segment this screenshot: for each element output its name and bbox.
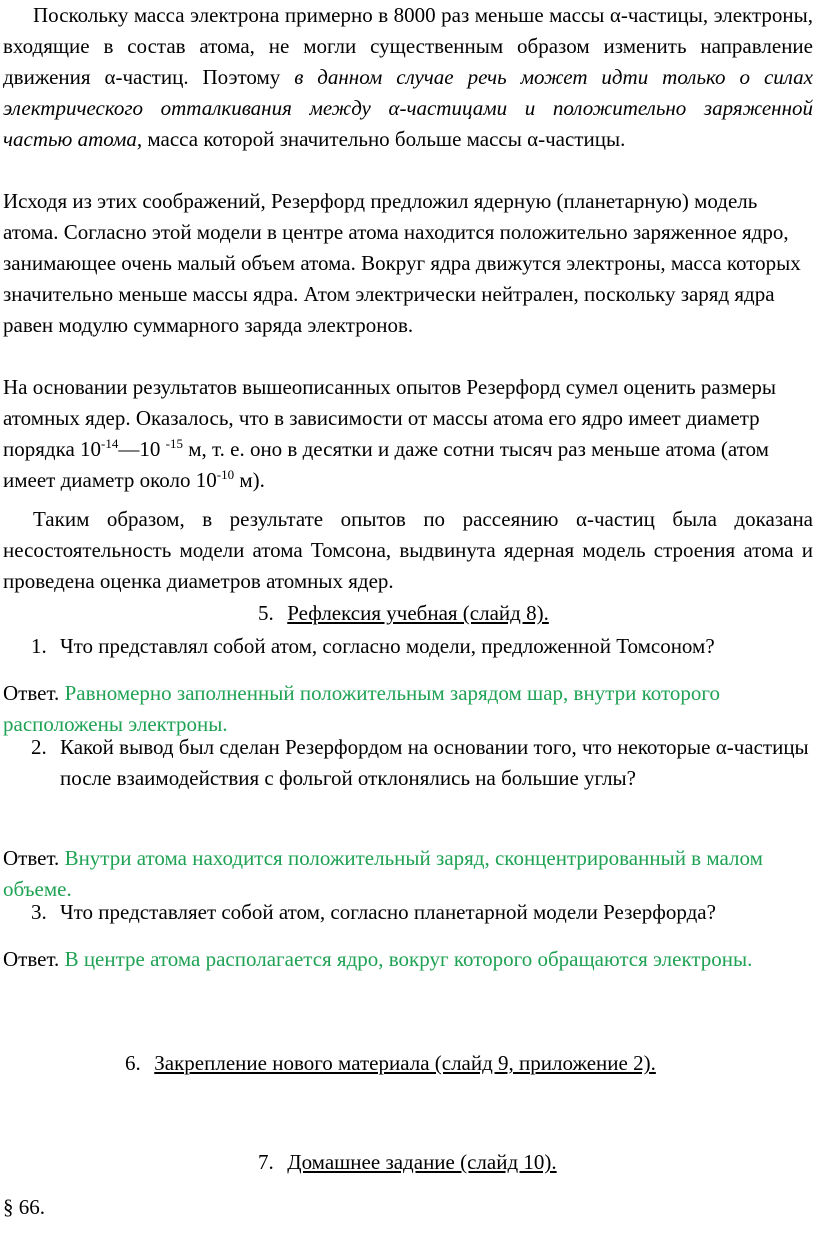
paragraph-text: Таким образом, в результате опытов по рассеянию α-частиц была доказана несостоятельность модели атома Томсона, выдвинута ядерная модель строения атома и проведена оценка диаметров атомных ядер.	[3, 507, 813, 593]
section-title: Закрепление нового материала (слайд 9, приложение 2).	[154, 1051, 656, 1075]
answer-label: Ответ.	[3, 681, 60, 705]
question-text: Что представлял собой атом, согласно модели, предложенной Томсоном?	[60, 634, 715, 658]
paragraph-text: —10	[118, 437, 166, 461]
exponent: -15	[165, 436, 183, 451]
answer-1	[3, 678, 813, 740]
section-number: 5.	[258, 601, 274, 625]
question-3	[3, 897, 813, 928]
exponent: -10	[216, 467, 235, 482]
paragraph-text: Исходя из этих соображений, Резерфорд предложил ядерную (планетарную) модель атома. Согласно этой модели в центре атома находится положительно заряженное ядро, занимающее очень малый объем атома. Вокруг ядра движутся электроны, масса которых значительно меньше массы ядра. Атом электрически нейтрален, поскольку заряд ядра равен модулю суммарного заряда электронов.	[3, 189, 801, 337]
section-title: Домашнее задание (слайд 10).	[287, 1150, 557, 1174]
paragraph-text: На основании результатов вышеописанных опытов Резерфорд сумел оценить размеры атомных ядер. Оказалось, что в зависимости от массы атома его ядро имеет диаметр порядка 10	[3, 375, 776, 461]
question-text: Какой вывод был сделан Резерфордом на основании того, что некоторые α-частицы после взаимодействия с фольгой отклонялись на большие углы?	[60, 735, 809, 790]
homework-paragraph	[3, 1192, 813, 1223]
section-6-heading	[125, 1048, 656, 1079]
answer-label: Ответ.	[3, 846, 60, 870]
paragraph-nucleus-size	[3, 372, 813, 496]
question-text: Что представляет собой атом, согласно планетарной модели Резерфорда?	[60, 900, 716, 924]
paragraph-text: м, т. е. оно в десятки и даже сотни тысяч раз меньше атома (атом имеет диаметр около 10	[3, 437, 769, 492]
question-2	[3, 732, 813, 794]
answer-text: В центре атома располагается ядро, вокруг которого обращаются электроны.	[64, 947, 753, 971]
paragraph-text: Поскольку масса электрона примерно в 8000 раз меньше массы α-частицы, электроны, входящие в состав атома, не могли существенным образом изменить направление движения α-частиц. Поэтому	[3, 3, 813, 89]
homework-text: § 66.	[3, 1195, 45, 1219]
paragraph-text: масса которой значительно больше массы α-частицы.	[142, 127, 626, 151]
answer-3	[3, 944, 813, 975]
question-number: 1.	[31, 634, 47, 658]
paragraph-rutherford-model	[3, 186, 813, 341]
section-title: Рефлексия учебная (слайд 8).	[287, 601, 549, 625]
section-number: 7.	[258, 1150, 274, 1174]
answer-text: Равномерно заполненный положительным зарядом шар, внутри которого расположены электроны.	[3, 681, 720, 736]
answer-2	[3, 843, 813, 905]
question-number: 2.	[31, 735, 47, 759]
paragraph-italic-text: в данном случае речь может идти только о силах электрического отталкивания между α-частицами и положительно заряженной частью атома,	[3, 65, 813, 151]
answer-label: Ответ.	[3, 947, 60, 971]
section-5-heading	[258, 598, 549, 629]
question-number: 3.	[31, 900, 47, 924]
question-1	[3, 631, 813, 662]
exponent: -14	[101, 436, 119, 451]
section-7-heading	[258, 1147, 557, 1178]
paragraph-conclusion	[3, 504, 813, 597]
paragraph-electron-mass	[3, 0, 813, 155]
section-number: 6.	[125, 1051, 141, 1075]
answer-text: Внутри атома находится положительный заряд, сконцентрированный в малом объеме.	[3, 846, 763, 901]
paragraph-text: м).	[234, 468, 265, 492]
